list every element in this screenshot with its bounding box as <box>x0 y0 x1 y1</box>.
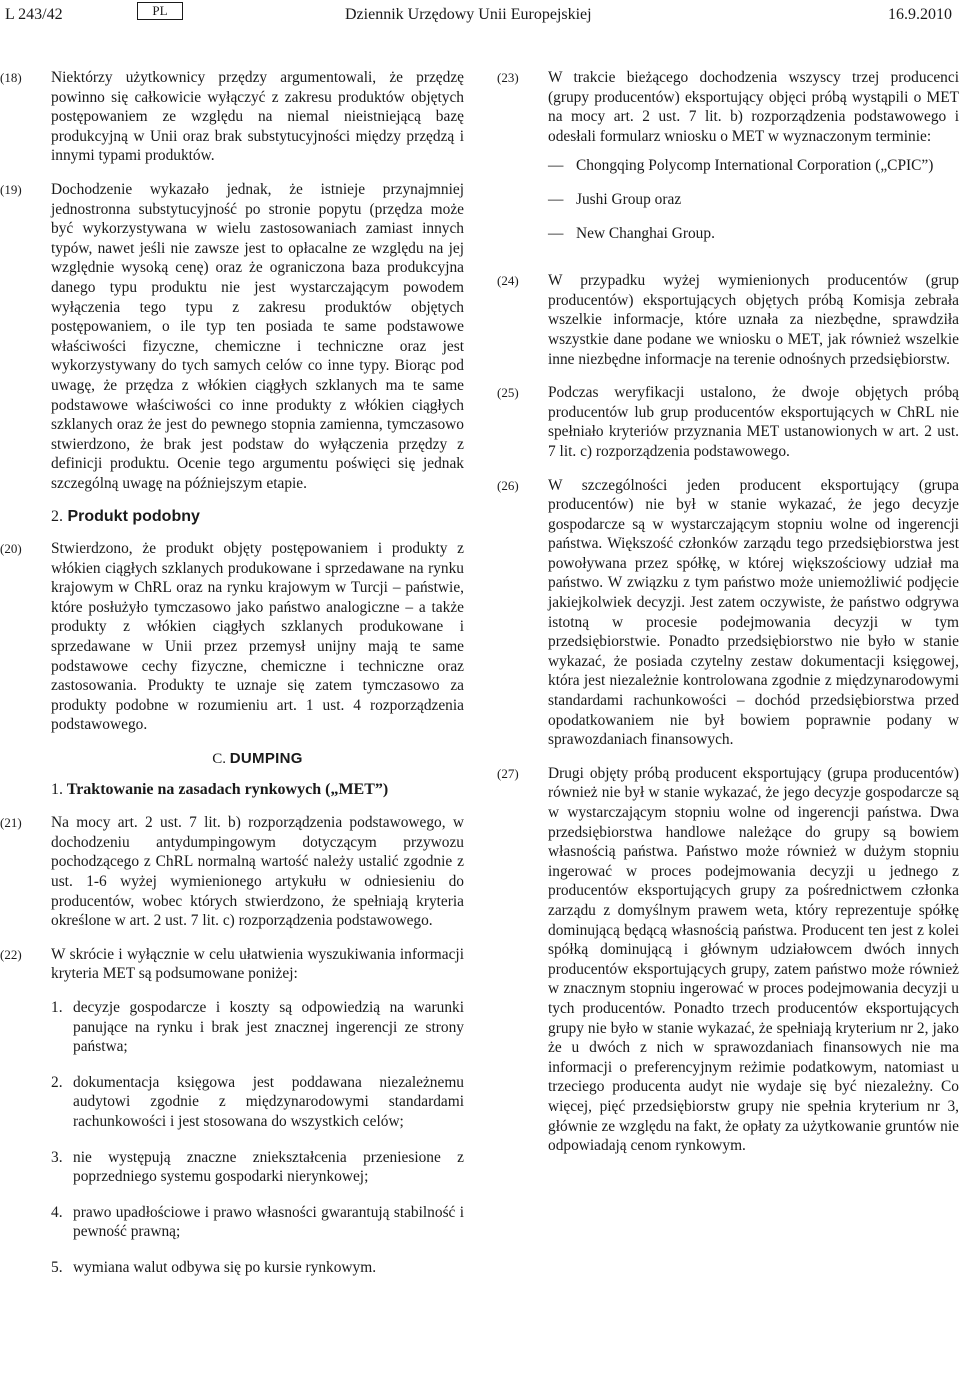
dash-mark: — <box>548 190 564 208</box>
paragraph-21 <box>0 813 464 931</box>
paragraph-text: W skrócie i wyłącznie w celu ułatwienia wyszukiwania informacji kryteria MET są podsumowane poniżej: <box>51 945 464 983</box>
page-header <box>0 0 960 30</box>
list-text: wymiana walut odbywa się po kursie rynkowym. <box>73 1258 377 1276</box>
heading-number: 1. <box>51 780 63 798</box>
paragraph-text: Podczas weryfikacji ustalono, że dwoje objętych próbą producentów lub grup producentów eksportujących w ChRL nie spełniało kryteriów przyznania MET ustanowionych w art. 2 ust. 7 lit. c) rozporządzenia podstawowego. <box>548 384 959 460</box>
list-text: nie występują znaczne zniekształcenia przeniesione z poprzedniego systemu gospodarki nierynkowej; <box>73 1148 464 1186</box>
dash-item <box>548 190 959 210</box>
paragraph-24 <box>497 271 959 369</box>
list-text: dokumentacja księgowa jest poddawana niezależnemu audytowi zgodnie z międzynarodowymi standardami rachunkowości i jest stosowana do wszystkich celów; <box>73 1073 464 1130</box>
paragraph-26 <box>497 476 959 750</box>
section-letter: C. <box>212 751 227 767</box>
heading-product-like <box>51 507 464 527</box>
met-criteria-list <box>51 998 464 1278</box>
paragraph-25 <box>497 383 959 461</box>
paragraph-number: (26) <box>497 477 519 493</box>
left-column <box>0 68 464 1307</box>
dash-text: Chongqing Polycomp International Corporation („CPIC”) <box>576 157 934 175</box>
paragraph-number: (18) <box>0 70 22 85</box>
list-item <box>51 1203 464 1242</box>
publication-date: 16.9.2010 <box>888 6 952 23</box>
paragraph-number: (27) <box>497 765 519 781</box>
paragraph-number: (22) <box>0 946 22 962</box>
paragraph-19 <box>0 180 464 494</box>
list-number: 5. <box>51 1258 63 1276</box>
paragraph-number: (20) <box>0 541 22 557</box>
paragraph-text: W przypadku wyżej wymienionych producentów (grup producentów) eksportujących objętych próbą Komisja zebrała wszelkie informacje, które uznała za niezbędne, sprawdziła wszystkie dane podane we wniosku o MET, jak również wszelkie inne niezbędne informacje na terenie odnośnych przedsiębiorstw. <box>548 272 959 368</box>
list-item <box>51 1073 464 1132</box>
paragraph-23 <box>497 68 959 257</box>
dash-text: Jushi Group oraz <box>576 190 682 208</box>
heading-title: Traktowanie na zasadach rynkowych („MET”) <box>66 780 389 798</box>
paragraph-text: Niektórzy użytkownicy przędzy argumentowali, że przędzę powinno się całkowicie wyłączyć z zakresu produktów objętych postępowaniem ze względu na niemal nieistniejącą bazę produkcyjną w Unii oraz brak substytucyjności między przędzą i innymi typami produktów. <box>51 69 464 165</box>
paragraph-text: W szczególności jeden producent eksportujący (grupa producentów) nie był w stanie wykazać, że jego decyzje gospodarcze są w wystarczającym stopniu wolne od ingerencji państwa. Większość członków zarządu tego przedsiębiorstwa jest powoływana przez spółkę, w której większościowy udział ma państwo. W związku z tym państwo może uniemożliwić podjęcie jakiejkolwiek decyzji. Jest zatem oczywiste, że państwo odgrywa istotną w procesie podejmowania decyzji w tym przedsiębiorstwie. Ponadto przedsiębiorstwo nie było w stanie wykazać, że posiada czytelny zestaw dokumentacji księgowej, która jest niezależnie kontrolowana zgodnie z międzynarodowymi standardami rachunkowości – dochód przedsiębiorstwa przed opodatkowaniem nie był bowiem poprawnie podany w sprawozdaniach finansowych. <box>548 476 959 749</box>
paragraph-text: Na mocy art. 2 ust. 7 lit. b) rozporządzenia podstawowego, w dochodzeniu antydumpingowym dotyczącym przywozu pochodzącego z ChRL normalną wartość należy ustalić zgodnie z ust. 1-6 wyżej wymienionego artykułu w odniesieniu do producentów, wobec których stwierdzono, że spełniają kryteria określone w art. 2 ust. 7 lit. c) rozporządzenia podstawowego. <box>51 814 464 930</box>
list-item <box>51 1258 464 1278</box>
paragraph-number: (24) <box>497 273 519 289</box>
section-title: DUMPING <box>229 750 303 767</box>
list-item <box>51 1148 464 1187</box>
heading-number: 2. <box>51 508 63 526</box>
paragraph-number: (19) <box>0 181 22 197</box>
dash-item <box>548 156 959 176</box>
list-number: 3. <box>51 1148 63 1166</box>
paragraph-22 <box>0 945 464 1294</box>
language-box: PL <box>137 2 183 20</box>
list-text: decyzje gospodarcze i koszty są odpowiedzią na warunki panujące na rynku i brak jest znacznej ingerencji ze strony państwa; <box>73 998 464 1056</box>
right-column <box>497 68 959 1170</box>
heading-title: Produkt podobny <box>67 508 200 526</box>
journal-title: Dziennik Urzędowy Unii Europejskiej <box>345 6 592 23</box>
paragraph-number: (25) <box>497 385 519 401</box>
list-number: 4. <box>51 1203 63 1221</box>
dash-mark: — <box>548 224 564 242</box>
paragraph-27 <box>497 764 959 1156</box>
list-item <box>51 998 464 1057</box>
paragraph-18 <box>0 68 464 166</box>
paragraph-text: Drugi objęty próbą producent eksportujący (grupa producentów) również nie był w stanie wykazać, że jego decyzje gospodarcze są w wystarczającym stopniu wolne od ingerencji państwa. Dwa przedsiębiorstwa handlowe należące do grupy są bowiem własnością państwa. Państwo może również w dużym stopniu ingerować w proces podejmowania decyzji u jednego z producentów eksportujących grupy za pośrednictwem członka zarządu z domyślnym prawem weta, który reprezentuje spółkę dominującą będącą własnością państwa. Producent ten jest z kolei spółką dominującą i głównym udziałowcem dwóch innych producentów eksportujących grupy, zatem państwo może również w znacznym stopniu ingerować w proces podejmowania decyzji u tych producentów. Ponadto trzech producentów eksportujących grupy nie było w stanie wykazać, że spełniają kryterium nr 2, jako że u dwóch z nich w sprawozdaniach finansowych nie ma informacji o preferencyjnym reżimie podatkowym, natomiast u trzeciego producenta audyt nie wydaje się być niezależny. Co więcej, pięć przedsiębiorstw grupy nie spełnia kryterium nr 3, głównie ze względu na fakt, że opłaty za użytkowanie gruntów nie odpowiadają cenom rynkowym. <box>548 764 959 1155</box>
paragraph-20 <box>0 539 464 735</box>
paragraph-text: Stwierdzono, że produkt objęty postępowaniem i produkty z włókien ciągłych szklanych produkowane i sprzedawane na rynku krajowym w ChRL oraz na rynku krajowym w Turcji – państwie, które posłużyło tymczasowo jako państwo analogiczne – a także produkty z włókien ciągłych szklanych produkowane i sprzedawane w Unii przez przemysł unijny mają te same podstawowe cechy fizyczne, chemiczne i techniczne oraz zastosowania. Produkty te uznaje się zatem tymczasowo za produkty podobne w rozumieniu art. 1 ust. 4 rozporządzenia podstawowego. <box>51 540 464 734</box>
page-reference: L 243/42 <box>5 6 63 23</box>
paragraph-text: Dochodzenie wykazało jednak, że istnieje przynajmniej jednostronna substytucyjność po stronie popytu (przędza może być wykorzystywana w wielu zastosowaniach zamiast innych typów, nawet jeśli nie zawsze jest to opłacalne ze względu na jej względnie wysoką cenę) oraz że ograniczona baza produkcyjna danego typu produktu nie jest wystarczającym powodem wyłączenia tego typu z zakresu produktów objętych postępowaniem, o ile typ ten posiada te same podstawowe właściwości fizyczne, chemiczne i techniczne oraz jest wykorzystywany do tych samych celów co inne typy. Biorąc pod uwagę, że przędza z włókien ciągłych szklanych ma te same podstawowe właściwości co inne produkty z włókien ciągłych szklanych oraz że jest do pewnego stopnia zamienna, tymczasowo stwierdzono, że brak jest podstaw do wyłączenia przędzy z definicji produktu. Ocenie tego argumentu poświęci się jednak szczególną uwagę na późniejszym etapie. <box>51 180 464 492</box>
section-c-heading <box>0 749 464 770</box>
list-text: prawo upadłościowe i prawo własności gwarantują stabilność i pewność prawną; <box>73 1203 464 1241</box>
dash-text: New Changhai Group. <box>576 224 715 242</box>
list-number: 2. <box>51 1073 63 1091</box>
paragraph-text: W trakcie bieżącego dochodzenia wszyscy trzej producenci (grupy producentów) eksportujący objęci próbą wystąpili o MET na mocy art. 2 ust. 7 lit. b) rozporządzenia podstawowego i odesłali formularz wniosku o MET w wyznaczonym terminie: <box>548 69 959 145</box>
heading-met <box>51 780 464 800</box>
paragraph-number: (21) <box>0 815 22 831</box>
dash-item <box>548 224 959 244</box>
paragraph-number: (23) <box>497 70 519 85</box>
list-number: 1. <box>51 998 63 1016</box>
dash-mark: — <box>548 157 564 175</box>
